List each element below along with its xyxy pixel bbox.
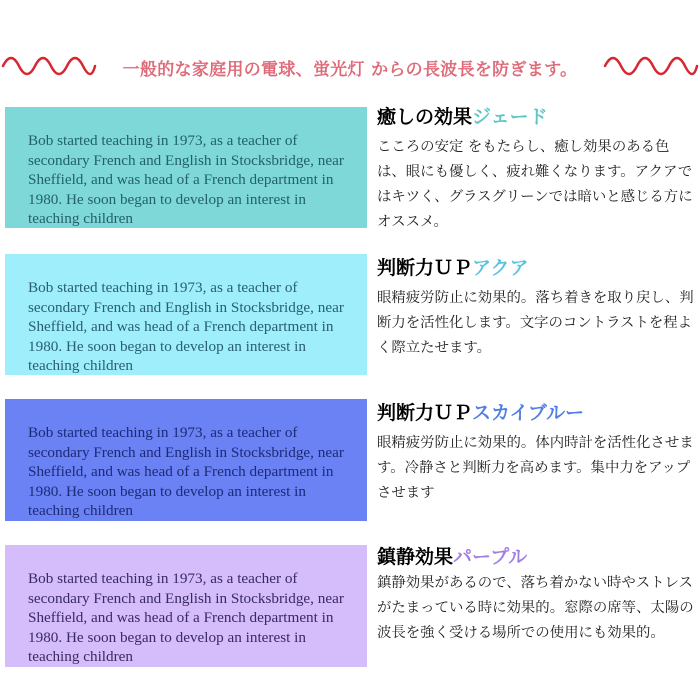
color-swatch-jade [5,107,367,228]
title-accent: スカイブルー [472,402,585,424]
sample-text: Bob started teaching in 1973, as a teacher of secondary French and English in Stocksbridge, near Sheffield, and was head of a French department in 1980. He soon began to develop an interest in teaching children [28,279,344,375]
color-description: 眼精疲労防止に効果的。落ち着きを取り戻し、判断力を活性化します。文字のコントラストを程よく際立たせます。 [377,290,694,356]
sample-text: Bob started teaching in 1973, as a teacher of secondary French and English in Stocksbridge, near Sheffield, and was head of a French department in 1980. He soon began to develop an interest in teaching children [28,570,344,666]
color-swatch-skyblue [5,399,367,521]
title-main: 判断力ＵＰ [377,402,473,424]
color-swatch-purple [5,545,367,667]
color-info-purple [377,545,695,646]
title-accent: アクア [472,257,529,279]
title-main: 鎮静効果 [377,546,454,568]
color-title [377,401,695,425]
sample-text: Bob started teaching in 1973, as a teacher of secondary French and English in Stocksbridge, near Sheffield, and was head of a French department in 1980. He soon began to develop an interest in teaching children [28,424,344,520]
title-main: 癒しの効果 [377,106,473,128]
color-swatch-aqua [5,254,367,375]
color-title [377,105,695,129]
color-info-aqua [377,256,695,361]
color-title [377,545,695,569]
color-info-skyblue [377,401,695,506]
banner-title: 一般的な家庭用の電球、蛍光灯 からの長波長を防ぎます。 [122,60,578,80]
color-description: こころの安定 をもたらし、癒し効果のある色は、眼にも優しく、疲れ難くなります。アクアではキツく、グラスグリーンでは暗いと感じる方にオススメ。 [377,139,693,230]
title-accent: ジェード [472,106,548,128]
sample-text: Bob started teaching in 1973, as a teacher of secondary French and English in Stocksbridge, near Sheffield, and was head of a French department in 1980. He soon began to develop an interest in teaching children [28,132,344,228]
title-main: 判断力ＵＰ [377,257,473,279]
color-title [377,256,695,280]
color-description: 鎮静効果があるので、落ち着かない時やストレスがたまっている時に効果的。窓際の席等、太陽の波長を強く受ける場所での使用にも効果的。 [377,575,694,641]
color-description: 眼精疲労防止に効果的。体内時計を活性化させます。冷静さと判断力を高めます。集中力をアップさせます [377,435,694,501]
color-info-jade [377,105,695,235]
title-accent: パープル [453,546,528,568]
header-banner [0,44,700,90]
